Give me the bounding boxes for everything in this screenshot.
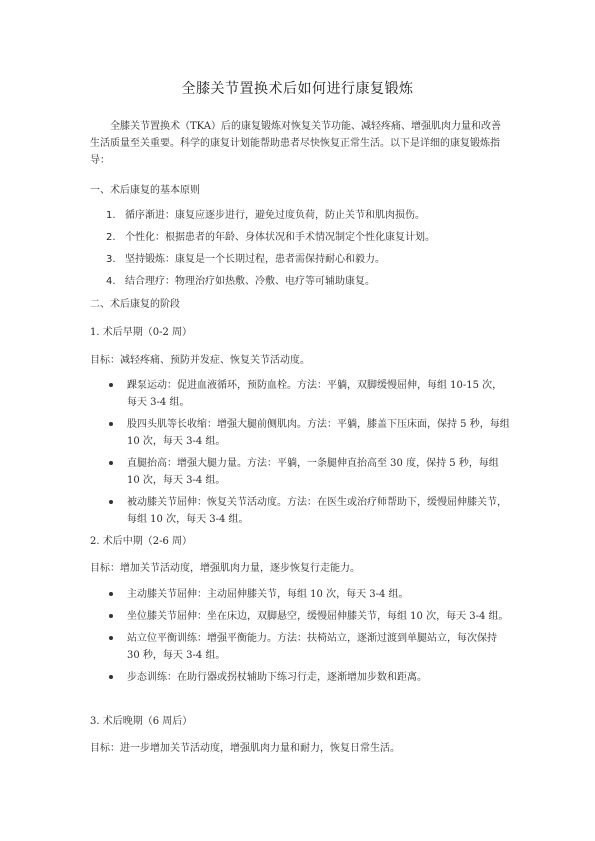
middle-stage-heading: 2. 术后中期（2-6 周） bbox=[90, 536, 193, 547]
list-text: 结合理疗：物理治疗如热敷、冷敷、电疗等可辅助康复。 bbox=[125, 276, 375, 287]
list-item bbox=[90, 208, 510, 230]
list-text: 循序渐进：康复应逐步进行，避免过度负荷，防止关节和肌肉损伤。 bbox=[125, 210, 425, 221]
list-text: 被动膝关节屈伸：恢复关节活动度。方法：在医生或治疗师帮助下，缓慢屈伸膝关节，每组 10 次，每天 3-4 组。 bbox=[127, 497, 507, 525]
bullet-icon bbox=[109, 422, 113, 426]
principles-list bbox=[90, 208, 510, 296]
list-item bbox=[90, 252, 510, 274]
list-number: 2. bbox=[106, 232, 116, 243]
list-text: 踝泵运动：促进血液循环，预防血栓。方法：平躺，双脚缓慢屈伸，每组 10-15 次，每天 3-4 组。 bbox=[127, 380, 503, 408]
list-text: 股四头肌等长收缩：增强大腿前侧肌肉。方法：平躺，膝盖下压床面，保持 5 秒，每组 10 次，每天 3-4 组。 bbox=[127, 419, 510, 447]
bullet-icon bbox=[109, 675, 113, 679]
list-text: 坚持锻炼：康复是一个长期过程，患者需保持耐心和毅力。 bbox=[125, 254, 385, 265]
list-number: 4. bbox=[106, 276, 116, 287]
section2-heading: 二、术后康复的阶段 bbox=[90, 299, 180, 310]
section1-heading: 一、术后康复的基本原则 bbox=[90, 185, 200, 196]
early-stage-goal: 目标：减轻疼痛、预防并发症、恢复关节活动度。 bbox=[90, 355, 310, 366]
document-title: 全膝关节置换术后如何进行康复锻炼 bbox=[181, 81, 414, 97]
list-item bbox=[90, 274, 510, 296]
list-number: 3. bbox=[106, 254, 116, 265]
list-item bbox=[90, 608, 510, 625]
list-item bbox=[90, 377, 510, 411]
list-number: 1. bbox=[106, 210, 116, 221]
list-item bbox=[90, 455, 510, 489]
middle-stage-goal: 目标：增加关节活动度，增强肌肉力量，逐步恢复行走能力。 bbox=[90, 563, 360, 574]
list-text: 步态训练：在助行器或拐杖辅助下练习行走，逐渐增加步数和距离。 bbox=[127, 672, 427, 683]
list-item bbox=[90, 630, 510, 664]
list-text: 坐位膝关节屈伸：坐在床边，双脚悬空，缓慢屈伸膝关节，每组 10 次，每天 3-4 组。 bbox=[127, 611, 509, 622]
middle-exercise-list bbox=[90, 586, 510, 691]
late-stage-goal: 目标：进一步增加关节活动度，增强肌肉力量和耐力，恢复日常生活。 bbox=[90, 743, 400, 754]
list-item bbox=[90, 416, 510, 450]
bullet-icon bbox=[109, 592, 113, 596]
bullet-icon bbox=[109, 383, 113, 387]
early-exercise-list bbox=[90, 377, 510, 533]
list-item bbox=[90, 669, 510, 686]
list-item bbox=[90, 586, 510, 603]
list-item bbox=[90, 494, 510, 528]
list-text: 个性化：根据患者的年龄、身体状况和手术情况制定个性化康复计划。 bbox=[125, 232, 435, 243]
early-stage-heading: 1. 术后早期（0-2 周） bbox=[90, 327, 193, 338]
list-text: 直腿抬高：增强大腿力量。方法：平躺，一条腿伸直抬高至 30 度，保持 5 秒，每组 10 次，每天 3-4 组。 bbox=[127, 458, 499, 486]
bullet-icon bbox=[109, 500, 113, 504]
intro-paragraph: 全膝关节置换术（TKA）后的康复锻炼对恢复关节功能、减轻疼痛、增强肌肉力量和改善生活质量至关重要。科学的康复计划能帮助患者尽快恢复正常生活。以下是详细的康复锻炼指导： bbox=[90, 121, 501, 166]
list-item bbox=[90, 230, 510, 252]
list-text: 站立位平衡训练：增强平衡能力。方法：扶椅站立，逐渐过渡到单腿站立，每次保持 30 秒，每天 3-4 组。 bbox=[127, 633, 497, 661]
late-stage-heading: 3. 术后晚期（6 周后） bbox=[90, 716, 193, 727]
bullet-icon bbox=[109, 614, 113, 618]
bullet-icon bbox=[109, 636, 113, 640]
list-text: 主动膝关节屈伸：主动屈伸膝关节，每组 10 次，每天 3-4 组。 bbox=[127, 589, 409, 600]
bullet-icon bbox=[109, 461, 113, 465]
